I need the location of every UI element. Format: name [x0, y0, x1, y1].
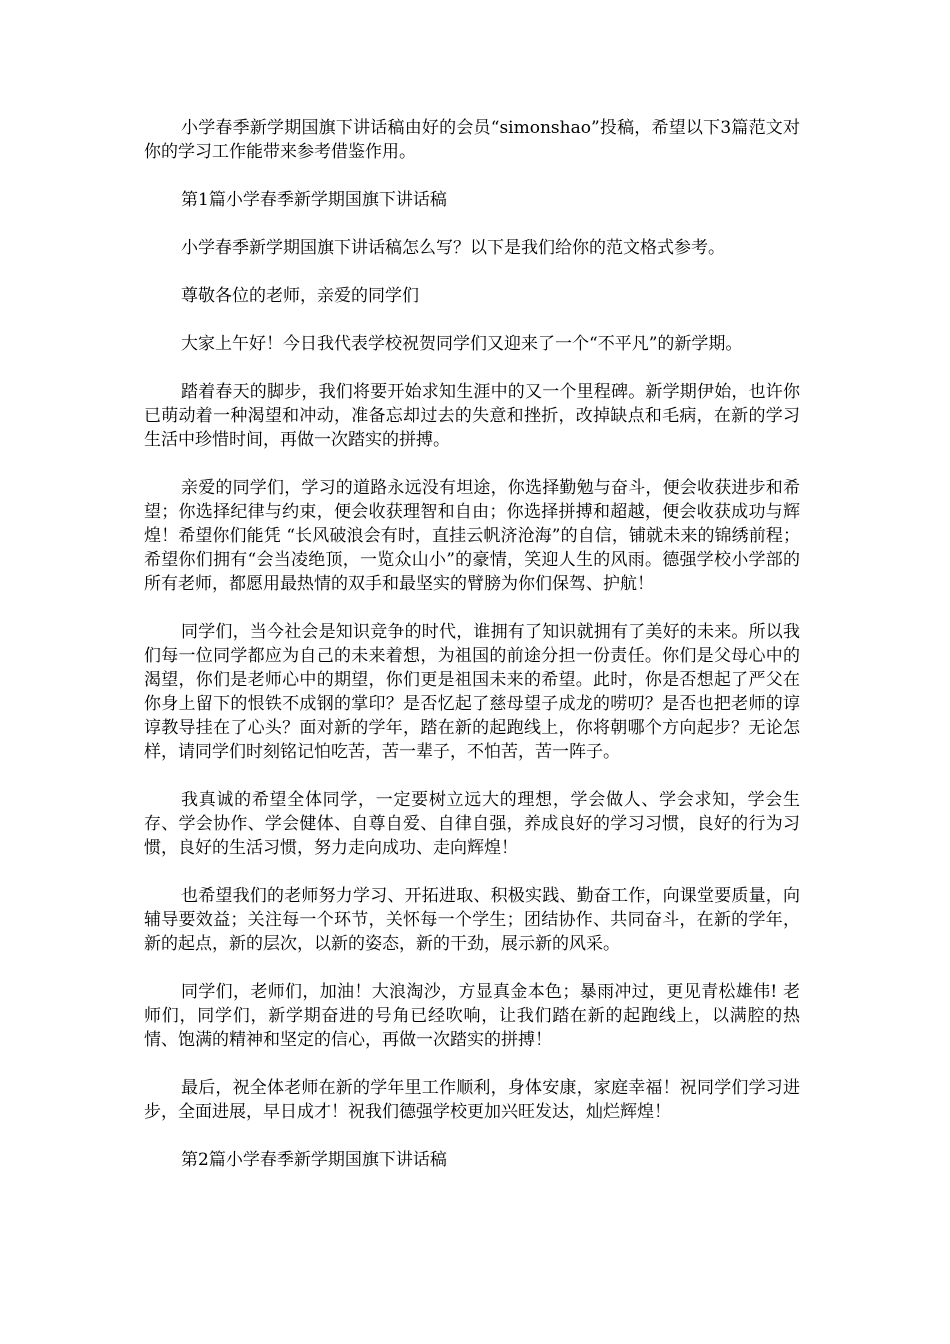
body-paragraph: 踏着春天的脚步，我们将要开始求知生涯中的又一个里程碑。新学期伊始，也许你已萌动着一种渴望和冲动，准备忘却过去的失意和挫折，改掉缺点和毛病，在新的学习生活中珍惜时间，再做一次踏实的拼搏。 [144, 382, 800, 450]
body-paragraph: 也希望我们的老师努力学习、开拓进取、积极实践、勤奋工作，向课堂要质量，向辅导要效益；关注每一个环节，关怀每一个学生；团结协作、共同奋斗，在新的学年，新的起点，新的层次，以新的姿态，新的干劲，展示新的风采。 [144, 886, 800, 954]
article-1-heading: 第1篇小学春季新学期国旗下讲话稿 [181, 190, 447, 210]
body-paragraph: 我真诚的希望全体同学，一定要树立远大的理想，学会做人、学会求知，学会生存、学会协作、学会健体、自尊自爱、自律自强，养成良好的学习习惯，良好的行为习惯，良好的生活习惯，努力走向成功、走向辉煌！ [144, 790, 800, 858]
intro-paragraph: 小学春季新学期国旗下讲话稿由好的会员“simonshao”投稿，希望以下3篇范文对你的学习工作能带来参考借鉴作用。 [144, 118, 800, 162]
closing-paragraph: 最后，祝全体老师在新的学年里工作顺利，身体安康，家庭幸福！祝同学们学习进步，全面进展，早日成才！祝我们德强学校更加兴旺发达，灿烂辉煌！ [144, 1078, 800, 1122]
article-1-lead: 小学春季新学期国旗下讲话稿怎么写？以下是我们给你的范文格式参考。 [181, 238, 725, 258]
salutation: 尊敬各位的老师，亲爱的同学们 [181, 286, 419, 306]
body-paragraph: 同学们，当今社会是知识竞争的时代，谁拥有了知识就拥有了美好的未来。所以我们每一位同学都应为自己的未来着想，为祖国的前途分担一份责任。你们是父母心中的渴望，你们是老师心中的期望，你们更是祖国未来的希望。此时，你是否想起了严父在你身上留下的恨铁不成钢的掌印？是否忆起了慈母望子成龙的唠叨？是否也把老师的谆谆教导挂在了心头？面对新的学年，踏在新的起跑线上，你将朝哪个方向起步？无论怎样，请同学们时刻铭记怕吃苦，苦一辈子，不怕苦，苦一阵子。 [144, 622, 800, 762]
body-paragraph: 亲爱的同学们，学习的道路永远没有坦途，你选择勤勉与奋斗，便会收获进步和希望；你选择纪律与约束，便会收获理智和自由；你选择拼搏和超越，便会收获成功与辉煌！希望你们能凭 “长风破浪会有时，直挂云帆济沧海”的自信，铺就未来的锦绣前程；希望你们拥有“会当凌绝顶，一览众山小”的豪情，笑迎人生的风雨。德强学校小学部的所有老师，都愿用最热情的双手和最坚实的臂膀为你们保驾、护航！ [144, 478, 800, 594]
document-body [144, 116, 800, 1196]
body-paragraph: 同学们，老师们，加油！大浪淘沙，方显真金本色；暴雨冲过，更见青松雄伟! 老师们，同学们，新学期奋进的号角已经吹响，让我们踏在新的起跑线上，以满腔的热情、饱满的精神和坚定的信心，再做一次踏实的拼搏！ [144, 982, 800, 1050]
body-paragraph: 大家上午好！今日我代表学校祝贺同学们又迎来了一个“不平凡”的新学期。 [181, 334, 743, 354]
article-2-heading: 第2篇小学春季新学期国旗下讲话稿 [181, 1150, 447, 1170]
